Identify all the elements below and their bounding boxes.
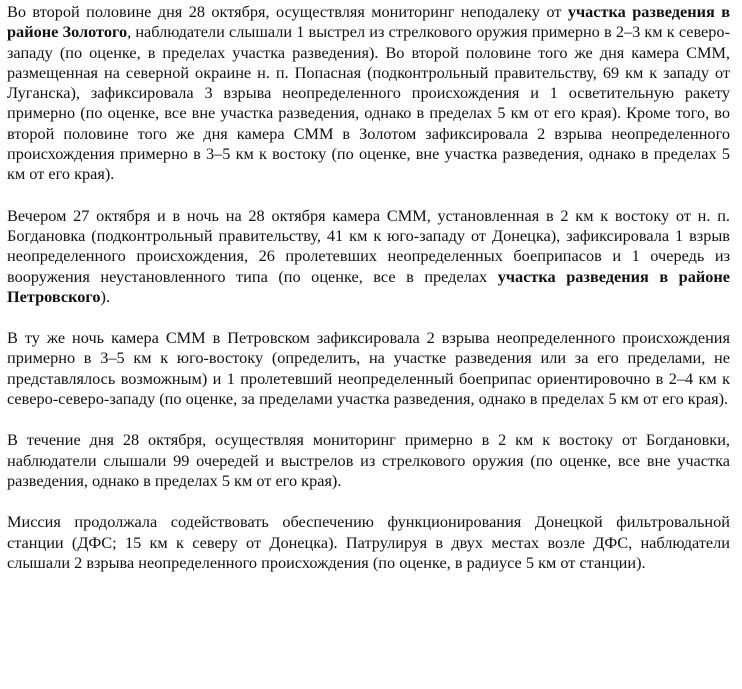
disengagement-area-zolote: участка разведения в районе Золотого xyxy=(7,2,730,42)
paragraph-bohdanivka-day xyxy=(7,430,730,491)
text-segment: Миссия продолжала содействовать обеспечению функционирования Донецкой фильтровальной станции (ДФС; 15 км к северу от Донецка). Патрулируя в двух местах возле ДФС, наблюдатели слышали 2 взрыва неопределенного происхождения (по оценке, в радиусе 5 км от станции). xyxy=(7,512,730,572)
text-segment: Во второй половине дня 28 октября, осуществляя мониторинг неподалеку от xyxy=(7,2,568,21)
paragraph-petrivske-night xyxy=(7,328,730,409)
text-segment: , наблюдатели слышали 1 выстрел из стрелкового оружия примерно в 2–3 км к северо-западу (по оценке, в пределах участка разведения). Во второй половине того же дня камера СММ, размещенная на северной окраине н. п. Попасная (подконтрольный правительству, 69 км к западу от Луганска), зафиксировала 3 взрыва неопределенного происхождения и 1 осветительную ракету примерно (по оценке, все вне участка разведения, однако в пределах 5 км от его края). Кроме того, во второй половине того же дня камера СММ в Золотом зафиксировала 2 взрыва неопределенного происхождения примерно в 3–5 км к востоку (по оценке, вне участка разведения, однако в пределах 5 км от его края). xyxy=(7,22,730,184)
text-segment: Вечером 27 октября и в ночь на 28 октября камера СММ, установленная в 2 км к востоку от н. п. Богдановка (подконтрольный правительству, 41 км к юго-западу от Донецка), зафиксировала 1 взрыв неопределенного происхождения, 26 пролетевших неопределенных боеприпасов и 1 очередь из вооружения неустановленного типа (по оценке, все в пределах xyxy=(7,205,730,286)
text-segment: В ту же ночь камера СММ в Петровском зафиксировала 2 взрыва неопределенного происхождения примерно в 3–5 км к юго-востоку (определить, на участке разведения или за его пределами, не представлялось возможным) и 1 пролетевший неопределенный боеприпас ориентировочно в 2–4 км к северо-северо-западу (по оценке, за пределами участка разведения, однако в пределах 5 км от его края). xyxy=(7,328,730,409)
paragraph-donetsk-filter-station xyxy=(7,512,730,573)
text-segment: ). xyxy=(100,286,111,306)
disengagement-area-petrivske: участка разведения в районе Петровского xyxy=(7,266,731,306)
paragraph-bohdanivka xyxy=(7,206,730,307)
text-segment: В течение дня 28 октября, осуществляя мониторинг примерно в 2 км к востоку от Богдановки, наблюдатели слышали 99 очередей и выстрелов из стрелкового оружия (по оценке, все вне участка разведения, однако в пределах 5 км от его края). xyxy=(7,430,730,490)
paragraph-zolote xyxy=(7,2,730,185)
